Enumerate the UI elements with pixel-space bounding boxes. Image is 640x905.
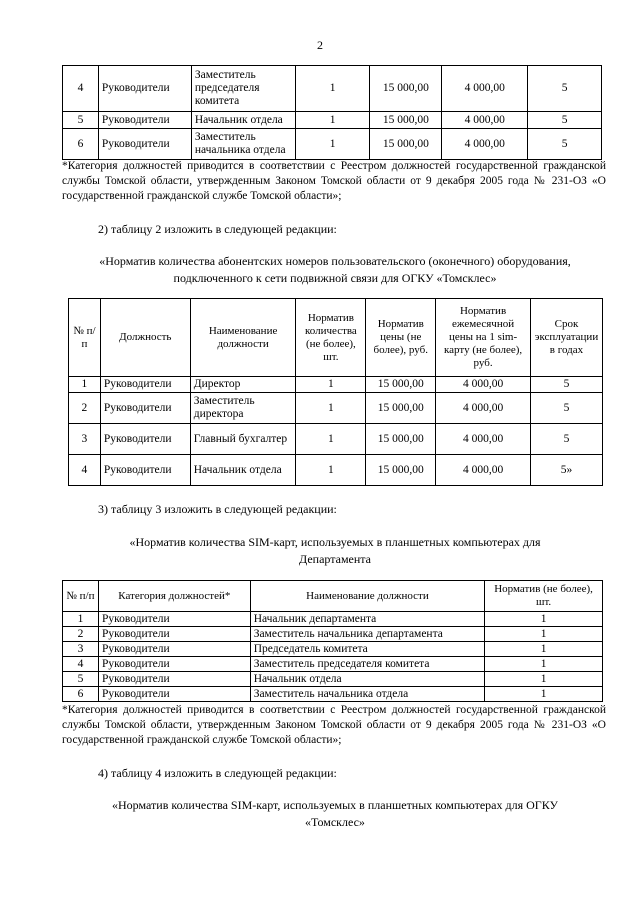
paragraph-table-2: 2) таблицу 2 изложить в следующей редакции: (98, 222, 337, 236)
cell-position: Руководители (100, 455, 190, 486)
cell-name: Начальник отдела (190, 455, 296, 486)
cell-num: 2 (63, 627, 99, 642)
cell-term: 5 (530, 393, 602, 424)
cell-num: 1 (63, 612, 99, 627)
cell-name: Заместитель директора (190, 393, 296, 424)
cell-monthly: 4 000,00 (442, 66, 528, 112)
table-row (63, 612, 603, 627)
cell-price: 15 000,00 (370, 129, 442, 160)
cell-qty: 1 (296, 455, 366, 486)
header-position: Должность (100, 299, 190, 377)
cell-category: Руководители (98, 627, 250, 642)
cell-category: Руководители (98, 672, 250, 687)
title-table-3: «Норматив количества SIM-карт, используемых в планшетных компьютерах для Департамента (129, 535, 541, 566)
cell-category: Руководители (98, 129, 191, 160)
cell-price: 15 000,00 (370, 66, 442, 112)
cell-name: Председатель комитета (250, 642, 485, 657)
table-row (69, 424, 603, 455)
cell-category: Руководители (98, 66, 191, 112)
cell-norm: 1 (485, 657, 603, 672)
cell-term: 5 (528, 112, 602, 129)
cell-position: Начальник отдела (191, 112, 295, 129)
header-term: Срок эксплуатации в годах (530, 299, 602, 377)
cell-position: Заместитель председателя комитета (191, 66, 295, 112)
header-qty: Норматив количества (не более), шт. (296, 299, 366, 377)
table-row (69, 455, 603, 486)
footnote: *Категория должностей приводится в соответствии с Реестром должностей государственной гражданской службы Томской области, утвержденным Законом Томской области от 9 декабря 2005 года № 231-ОЗ «О государственной гражданской службе Томской области»; (62, 160, 606, 202)
cell-name: Начальник отдела (250, 672, 485, 687)
table-row (63, 657, 603, 672)
cell-num: 6 (63, 687, 99, 702)
header-category: Категория должностей* (98, 581, 250, 612)
cell-term: 5 (528, 129, 602, 160)
cell-position: Руководители (100, 424, 190, 455)
table-row (69, 377, 603, 393)
header-num: № п/п (69, 299, 101, 377)
cell-num: 5 (63, 672, 99, 687)
table-header-row (63, 581, 603, 612)
page-number: 2 (317, 38, 323, 52)
cell-norm: 1 (485, 672, 603, 687)
cell-name: Главный бухгалтер (190, 424, 296, 455)
cell-monthly: 4 000,00 (442, 112, 528, 129)
cell-qty: 1 (295, 129, 370, 160)
cell-monthly: 4 000,00 (436, 424, 531, 455)
cell-monthly: 4 000,00 (436, 393, 531, 424)
cell-num: 1 (69, 377, 101, 393)
cell-position: Руководители (100, 377, 190, 393)
cell-qty: 1 (295, 66, 370, 112)
cell-monthly: 4 000,00 (442, 129, 528, 160)
table-3 (62, 580, 603, 702)
header-monthly: Норматив ежемесячной цены на 1 sim-карту (не более), руб. (436, 299, 531, 377)
cell-num: 6 (63, 129, 99, 160)
table-top (62, 65, 602, 160)
cell-name: Заместитель начальника департамента (250, 627, 485, 642)
cell-name: Заместитель начальника отдела (250, 687, 485, 702)
title-table-2: «Норматив количества абонентских номеров пользовательского (оконечного) оборудования, подключенного к сети подвижной связи для ОГКУ «Томсклес» (99, 254, 571, 285)
cell-name: Начальник департамента (250, 612, 485, 627)
header-name: Наименование должности (250, 581, 485, 612)
cell-num: 5 (63, 112, 99, 129)
table-row (69, 393, 603, 424)
cell-category: Руководители (98, 112, 191, 129)
paragraph-table-4: 4) таблицу 4 изложить в следующей редакции: (98, 766, 337, 780)
table-row (63, 129, 602, 160)
cell-qty: 1 (296, 393, 366, 424)
cell-num: 3 (69, 424, 101, 455)
cell-category: Руководители (98, 687, 250, 702)
table-row (63, 66, 602, 112)
cell-qty: 1 (296, 377, 366, 393)
cell-num: 2 (69, 393, 101, 424)
header-name: Наименование должности (190, 299, 296, 377)
header-num: № п/п (63, 581, 99, 612)
cell-position: Заместитель начальника отдела (191, 129, 295, 160)
cell-price: 15 000,00 (366, 455, 436, 486)
cell-term: 5» (530, 455, 602, 486)
cell-num: 4 (63, 657, 99, 672)
cell-monthly: 4 000,00 (436, 455, 531, 486)
cell-norm: 1 (485, 627, 603, 642)
table-row (63, 687, 603, 702)
cell-term: 5 (528, 66, 602, 112)
cell-price: 15 000,00 (370, 112, 442, 129)
cell-num: 3 (63, 642, 99, 657)
cell-category: Руководители (98, 642, 250, 657)
header-norm: Норматив (не более), шт. (485, 581, 603, 612)
title-table-4: «Норматив количества SIM-карт, используемых в планшетных компьютерах для ОГКУ «Томсклес» (112, 798, 558, 829)
cell-qty: 1 (295, 112, 370, 129)
cell-norm: 1 (485, 687, 603, 702)
cell-monthly: 4 000,00 (436, 377, 531, 393)
cell-price: 15 000,00 (366, 377, 436, 393)
cell-position: Руководители (100, 393, 190, 424)
table-row (63, 672, 603, 687)
footnote: *Категория должностей приводится в соответствии с Реестром должностей государственной гражданской службы Томской области, утвержденным Законом Томской области от 9 декабря 2005 года № 231-ОЗ «О государственной гражданской службе Томской области»; (62, 704, 606, 746)
table-row (63, 112, 602, 129)
cell-name: Директор (190, 377, 296, 393)
header-price: Норматив цены (не более), руб. (366, 299, 436, 377)
cell-term: 5 (530, 377, 602, 393)
cell-price: 15 000,00 (366, 424, 436, 455)
cell-norm: 1 (485, 612, 603, 627)
cell-num: 4 (69, 455, 101, 486)
cell-name: Заместитель председателя комитета (250, 657, 485, 672)
cell-qty: 1 (296, 424, 366, 455)
cell-category: Руководители (98, 657, 250, 672)
cell-category: Руководители (98, 612, 250, 627)
table-header-row (69, 299, 603, 377)
table-row (63, 627, 603, 642)
table-row (63, 642, 603, 657)
cell-num: 4 (63, 66, 99, 112)
paragraph-table-3: 3) таблицу 3 изложить в следующей редакции: (98, 502, 337, 516)
table-2 (68, 298, 603, 486)
cell-norm: 1 (485, 642, 603, 657)
cell-price: 15 000,00 (366, 393, 436, 424)
cell-term: 5 (530, 424, 602, 455)
